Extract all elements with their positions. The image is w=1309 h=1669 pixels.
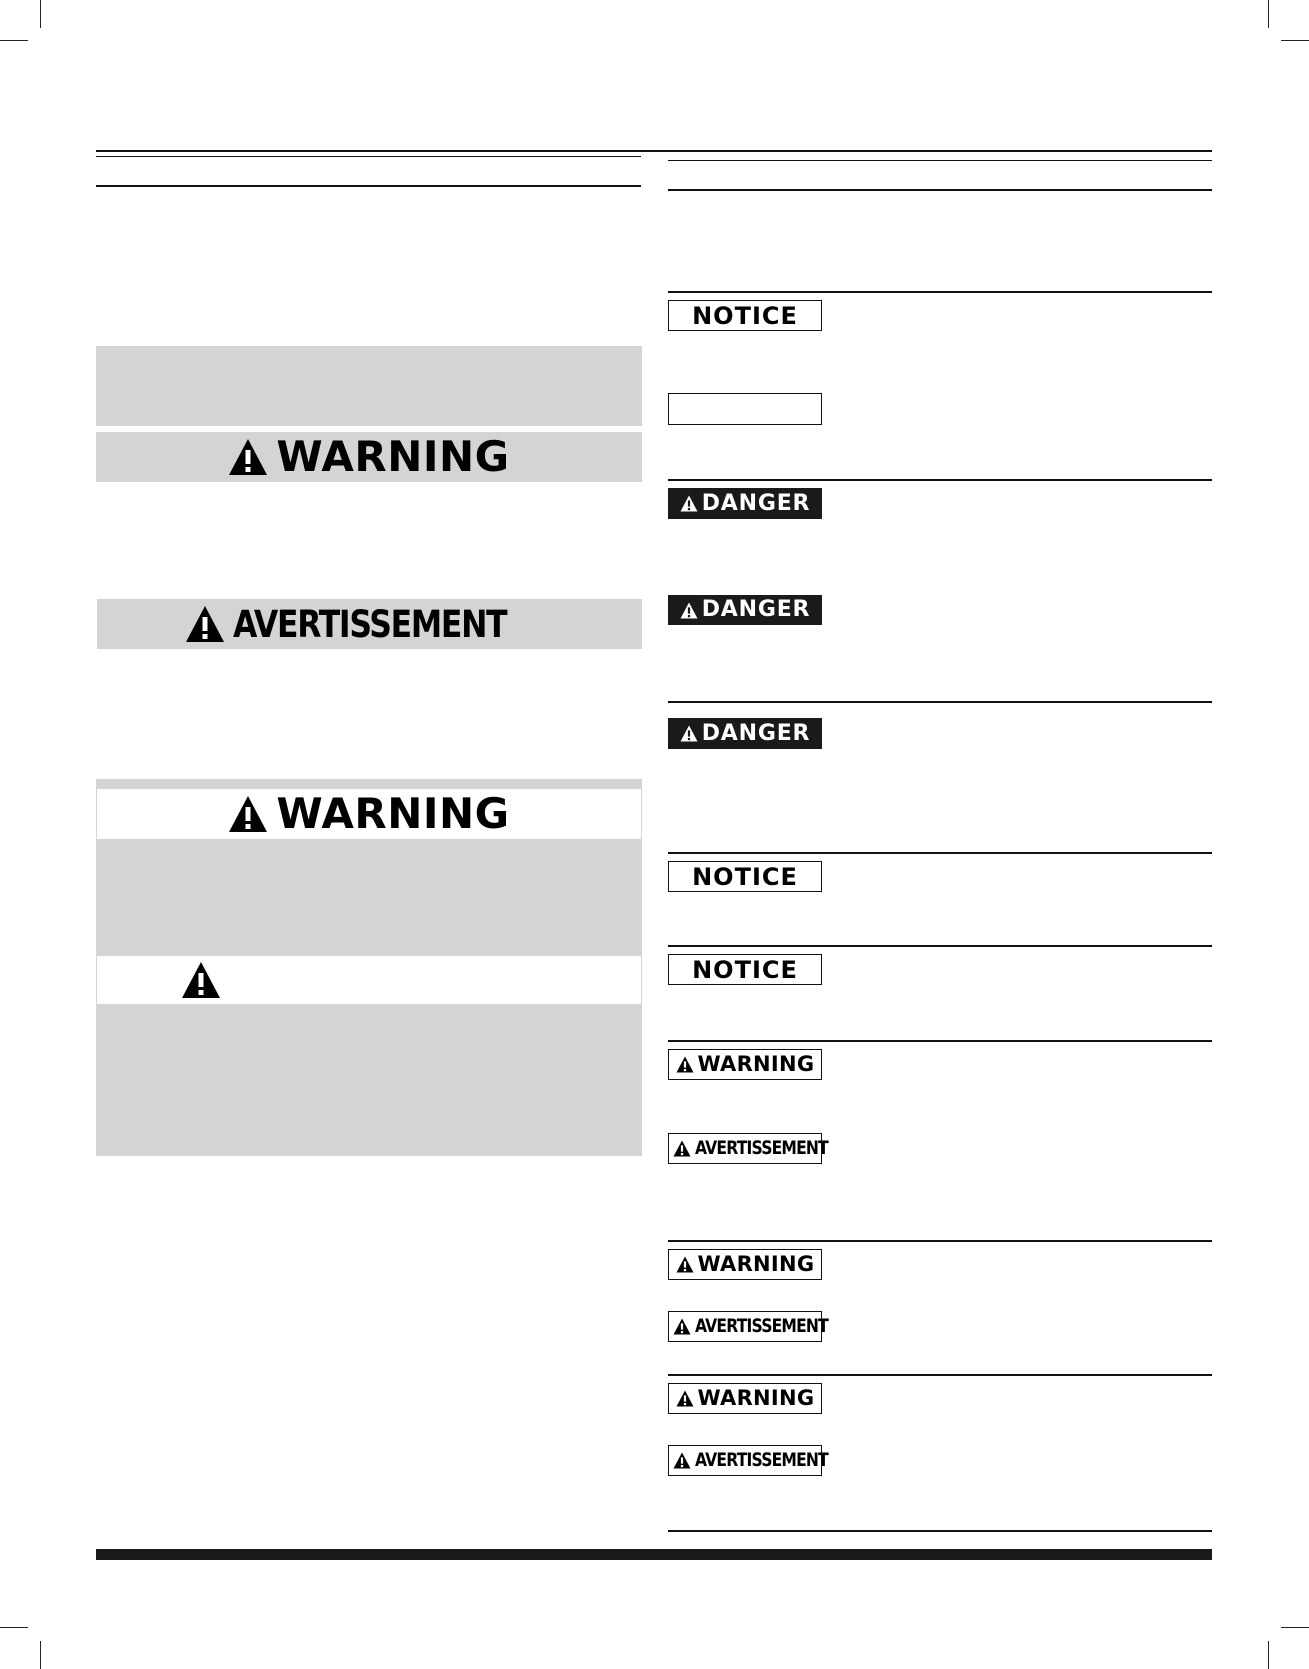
warning-triangle-icon (676, 1056, 694, 1073)
warning-panel-label: WARNING (276, 789, 510, 838)
danger-label-text: DANGER (701, 597, 811, 622)
section-rule (668, 701, 1212, 703)
avertissement-label-text: AVERTISSEMENT (695, 1449, 828, 1471)
notice-label-text: NOTICE (692, 301, 798, 330)
warning-label-text: WARNING (697, 1386, 815, 1410)
warning-triangle-icon (676, 1256, 694, 1273)
caution-row (97, 956, 641, 1004)
section-rule (668, 1040, 1212, 1042)
notice-label-text: NOTICE (692, 862, 798, 891)
notice-label (668, 954, 822, 985)
section-rule (668, 479, 1212, 481)
warning-label (668, 1383, 822, 1414)
danger-label (668, 595, 822, 625)
left-column-top-rule (96, 156, 641, 157)
warning-banner-label: WARNING (276, 432, 510, 481)
warning-label-text: WARNING (697, 1052, 815, 1076)
header-rule (96, 150, 1212, 152)
danger-label-text: DANGER (701, 490, 811, 516)
warning-triangle-icon (680, 725, 698, 742)
right-column-heading-rule (668, 189, 1212, 191)
section-rule (668, 1240, 1212, 1242)
crop-mark (40, 0, 41, 28)
warning-triangle-icon (181, 961, 221, 999)
danger-label (668, 488, 822, 519)
section-rule (668, 291, 1212, 293)
avertissement-label (668, 1311, 828, 1342)
notice-label (668, 300, 822, 331)
warning-triangle-icon (673, 1318, 691, 1335)
crop-mark (40, 1641, 41, 1669)
avertissement-label (668, 1133, 828, 1164)
crop-mark (1281, 40, 1309, 41)
section-rule (668, 1530, 1212, 1532)
blank-label-box (668, 393, 822, 425)
gray-panel (96, 346, 642, 426)
warning-triangle-icon (673, 1140, 691, 1157)
warning-panel-header (97, 789, 641, 839)
crop-mark (1281, 1627, 1309, 1628)
notice-label (668, 861, 822, 892)
crop-mark (0, 1627, 28, 1628)
warning-label (668, 1049, 822, 1080)
crop-mark (0, 40, 28, 41)
warning-label-text: WARNING (697, 1252, 815, 1276)
danger-label (668, 718, 822, 749)
warning-triangle-icon (680, 495, 698, 512)
warning-triangle-icon (228, 795, 268, 833)
notice-label-text: NOTICE (692, 955, 798, 984)
avertissement-banner-label: AVERTISSEMENT (232, 602, 507, 646)
warning-triangle-icon (185, 605, 225, 643)
warning-triangle-icon (680, 602, 698, 619)
warning-triangle-icon (673, 1452, 691, 1469)
warning-triangle-icon (676, 1390, 694, 1407)
avertissement-label-text: AVERTISSEMENT (695, 1137, 828, 1159)
section-rule (668, 852, 1212, 854)
avertissement-banner (97, 599, 642, 649)
avertissement-label-text: AVERTISSEMENT (695, 1315, 828, 1337)
crop-mark (1268, 0, 1269, 28)
danger-label-text: DANGER (701, 720, 811, 746)
section-rule (668, 1374, 1212, 1376)
crop-mark (1268, 1641, 1269, 1669)
right-column-top-rule (668, 160, 1212, 161)
warning-banner (96, 432, 642, 482)
section-rule (668, 945, 1212, 947)
left-column-heading-rule (96, 185, 641, 187)
avertissement-label (668, 1445, 828, 1476)
warning-label (668, 1249, 822, 1280)
warning-triangle-icon (228, 438, 268, 476)
footer-bar (96, 1549, 1212, 1560)
